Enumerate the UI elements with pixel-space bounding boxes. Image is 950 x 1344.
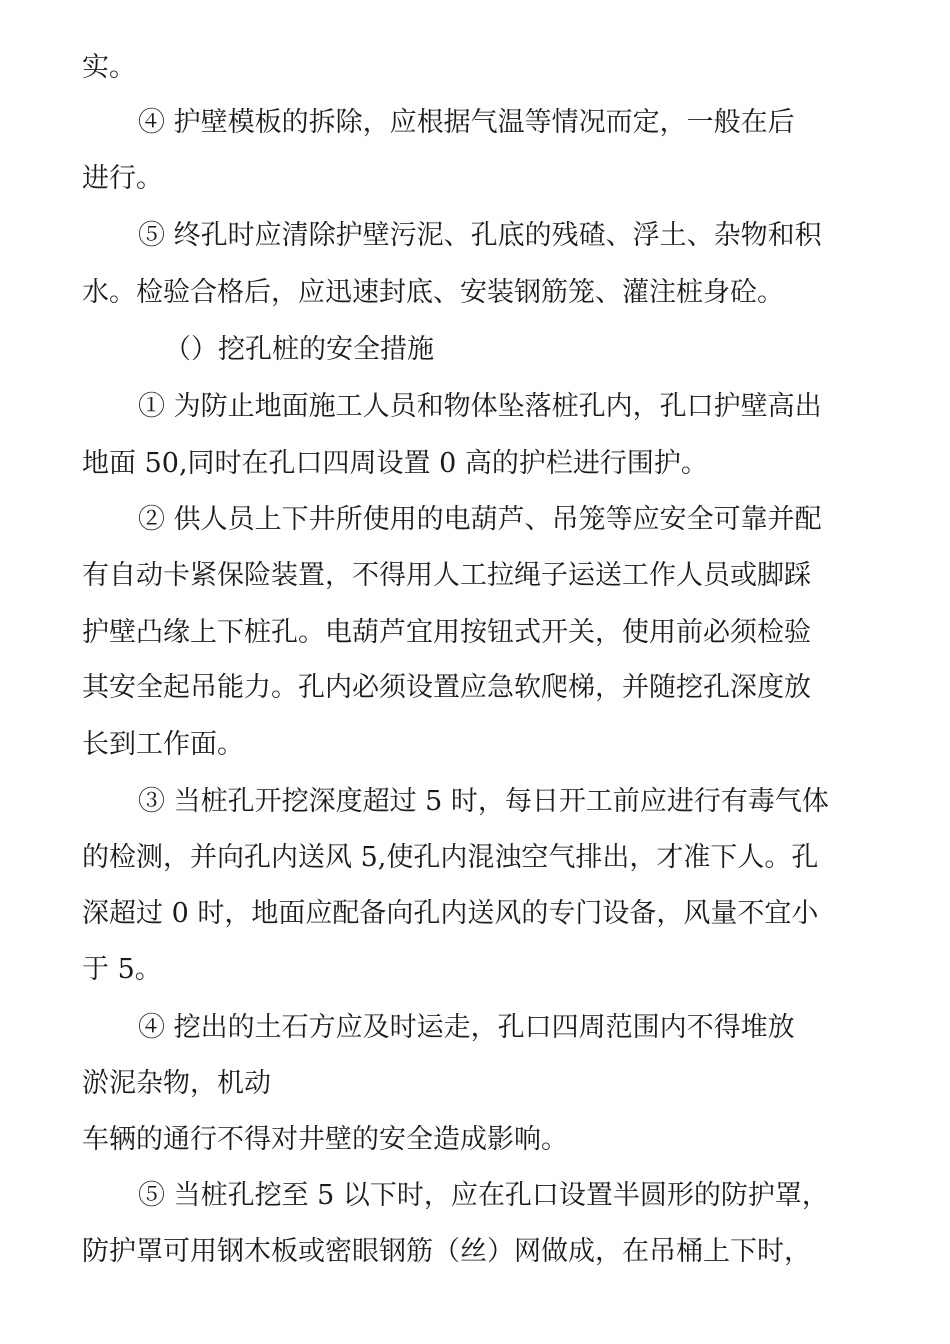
- text-line-11: 护壁凸缘上下桩孔。电葫芦宜用按钮式开关，使用前必须检验: [82, 617, 811, 648]
- text-line-7: ① 为防止地面施工人员和物体坠落桩孔内，孔口护壁高出: [138, 391, 822, 422]
- text-line-13: 长到工作面。: [82, 729, 244, 760]
- text-line-10: 有自动卡紧保险装置，不得用人工拉绳子运送工作人员或脚踩: [82, 560, 811, 591]
- text-line-22: 防护罩可用钢木板或密眼钢筋（丝）网做成，在吊桶上下时，: [82, 1236, 811, 1267]
- text-line-18: ④ 挖出的土石方应及时运走，孔口四周范围内不得堆放: [138, 1012, 795, 1043]
- text-line-8: 地面 50,同时在孔口四周设置 0 高的护栏进行围护。: [82, 448, 708, 479]
- text-line-14: ③ 当桩孔开挖深度超过 5 时，每日开工前应进行有毒气体: [138, 786, 829, 817]
- text-line-4: ⑤ 终孔时应清除护壁污泥、孔底的残碴、浮土、杂物和积: [138, 220, 822, 251]
- text-line-3: 进行。: [82, 163, 163, 194]
- section-heading: （）挖孔桩的安全措施: [164, 334, 434, 365]
- text-line-5: 水。检验合格后，应迅速封底、安装钢筋笼、灌注桩身砼。: [82, 277, 784, 308]
- text-line-2: ④ 护壁模板的拆除，应根据气温等情况而定，一般在后: [138, 107, 795, 138]
- text-line-1: 实。: [82, 52, 136, 83]
- text-line-12: 其安全起吊能力。孔内必须设置应急软爬梯，并随挖孔深度放: [82, 672, 811, 703]
- text-line-21: ⑤ 当桩孔挖至 5 以下时，应在孔口设置半圆形的防护罩，: [138, 1180, 829, 1211]
- text-line-9: ② 供人员上下井所使用的电葫芦、吊笼等应安全可靠并配: [138, 504, 822, 535]
- text-line-16: 深超过 0 时，地面应配备向孔内送风的专门设备，风量不宜小: [82, 898, 819, 929]
- text-line-20: 车辆的通行不得对井壁的安全造成影响。: [82, 1124, 568, 1155]
- text-line-15: 的检测，并向孔内送风 5,使孔内混浊空气排出，才准下人。孔: [82, 842, 819, 873]
- text-line-19: 淤泥杂物，机动: [82, 1068, 271, 1099]
- text-line-17: 于 5。: [82, 954, 162, 985]
